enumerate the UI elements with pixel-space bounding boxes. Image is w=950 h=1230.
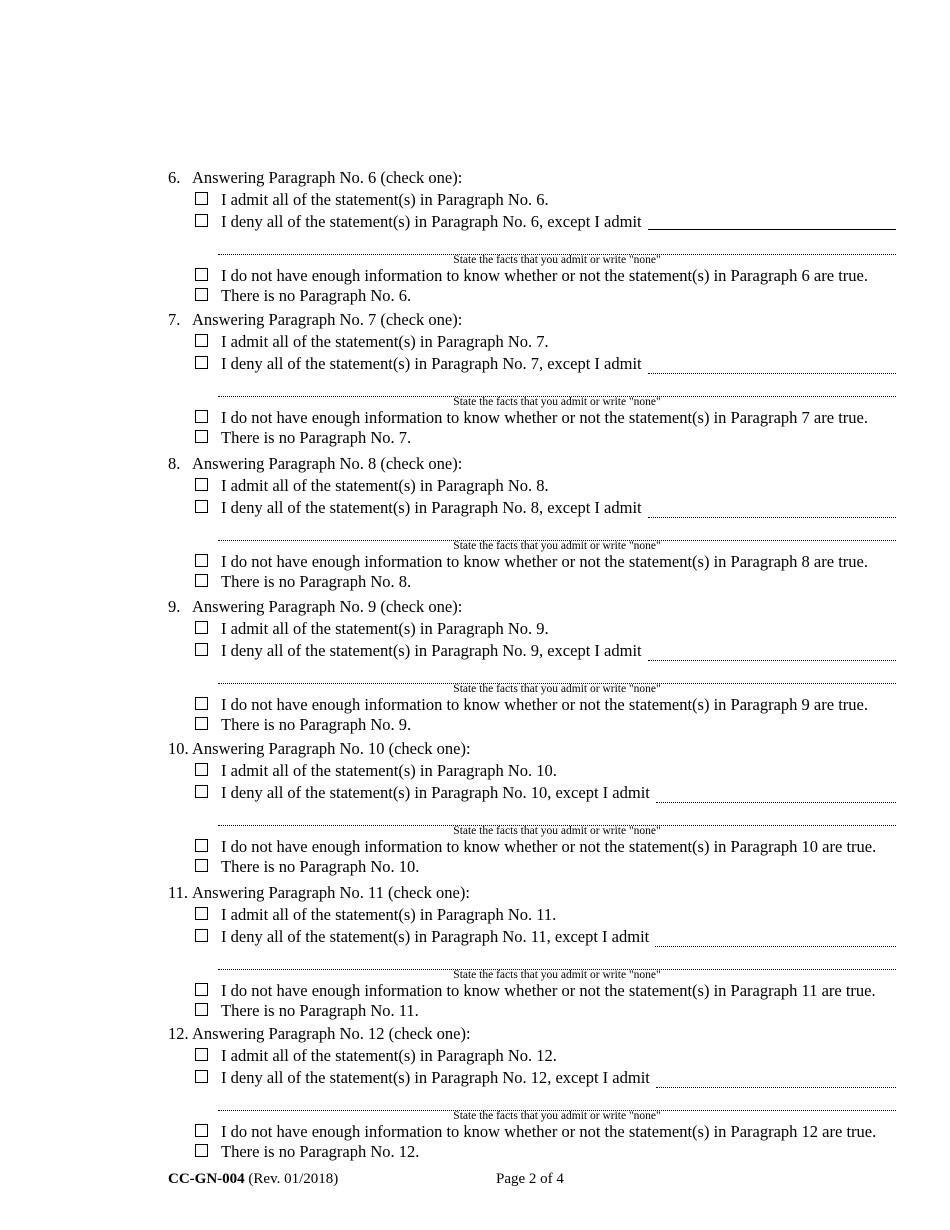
- deny-label: I deny all of the statement(s) in Paragraph No. 12, except I admit: [221, 1068, 650, 1087]
- admit-checkbox[interactable]: [195, 907, 208, 920]
- admit-label: I admit all of the statement(s) in Paragraph No. 8.: [221, 476, 549, 495]
- paragraph-section: [0, 310, 950, 453]
- paragraph-section: [0, 168, 950, 311]
- paragraph-heading-text: Answering Paragraph No. 10 (check one):: [192, 739, 471, 758]
- no-info-checkbox[interactable]: [195, 554, 208, 567]
- deny-label: I deny all of the statement(s) in Paragraph No. 10, except I admit: [221, 783, 650, 802]
- facts-caption: State the facts that you admit or write "none": [453, 540, 661, 552]
- paragraph-heading-text: Answering Paragraph No. 12 (check one):: [192, 1024, 471, 1043]
- no-info-checkbox[interactable]: [195, 839, 208, 852]
- no-paragraph-label: There is no Paragraph No. 10.: [221, 857, 420, 876]
- no-paragraph-checkbox[interactable]: [195, 430, 208, 443]
- deny-label: I deny all of the statement(s) in Paragraph No. 11, except I admit: [221, 927, 650, 946]
- page-number: Page 2 of 4: [496, 1171, 564, 1187]
- no-paragraph-checkbox[interactable]: [195, 1144, 208, 1157]
- no-paragraph-checkbox[interactable]: [195, 859, 208, 872]
- deny-checkbox[interactable]: [195, 785, 208, 798]
- admit-label: I admit all of the statement(s) in Paragraph No. 6.: [221, 190, 549, 209]
- paragraph-heading-text: Answering Paragraph No. 8 (check one):: [192, 454, 463, 473]
- no-paragraph-label: There is no Paragraph No. 8.: [221, 572, 412, 591]
- deny-checkbox[interactable]: [195, 1070, 208, 1083]
- paragraph-heading-text: Answering Paragraph No. 7 (check one):: [192, 310, 463, 329]
- no-paragraph-checkbox[interactable]: [195, 288, 208, 301]
- admitted-facts-line[interactable]: [655, 946, 896, 947]
- paragraph-section: [0, 597, 950, 740]
- paragraph-heading-text: Answering Paragraph No. 11 (check one):: [192, 883, 470, 902]
- paragraph-heading: [168, 168, 462, 188]
- deny-label: I deny all of the statement(s) in Paragraph No. 8, except I admit: [221, 498, 642, 517]
- paragraph-heading: [168, 310, 462, 330]
- paragraph-section: [0, 739, 950, 882]
- no-info-label: I do not have enough information to know whether or not the statement(s) in Paragraph 9 are true.: [221, 695, 868, 714]
- no-paragraph-label: There is no Paragraph No. 6.: [221, 286, 412, 305]
- deny-checkbox[interactable]: [195, 643, 208, 656]
- admitted-facts-line[interactable]: [656, 802, 896, 803]
- paragraph-heading-text: Answering Paragraph No. 9 (check one):: [192, 597, 463, 616]
- admit-label: I admit all of the statement(s) in Paragraph No. 7.: [221, 332, 549, 351]
- form-revision: (Rev. 01/2018): [248, 1171, 339, 1187]
- deny-checkbox[interactable]: [195, 214, 208, 227]
- no-info-label: I do not have enough information to know whether or not the statement(s) in Paragraph 11 are true.: [221, 981, 876, 1000]
- facts-caption: State the facts that you admit or write "none": [453, 825, 661, 837]
- facts-caption: State the facts that you admit or write "none": [453, 254, 661, 266]
- admitted-facts-line[interactable]: [648, 517, 896, 518]
- no-paragraph-label: There is no Paragraph No. 7.: [221, 428, 412, 447]
- admit-checkbox[interactable]: [195, 621, 208, 634]
- paragraph-number: 9.: [168, 597, 181, 616]
- no-info-checkbox[interactable]: [195, 983, 208, 996]
- no-info-checkbox[interactable]: [195, 1124, 208, 1137]
- admit-label: I admit all of the statement(s) in Paragraph No. 12.: [221, 1046, 557, 1065]
- form-id: [168, 1170, 338, 1188]
- admit-checkbox[interactable]: [195, 334, 208, 347]
- paragraph-heading: [168, 1024, 471, 1044]
- paragraph-section: [0, 883, 950, 1026]
- admitted-facts-line[interactable]: [648, 660, 896, 661]
- paragraph-number: 11.: [168, 883, 189, 902]
- no-paragraph-checkbox[interactable]: [195, 717, 208, 730]
- no-paragraph-label: There is no Paragraph No. 12.: [221, 1142, 420, 1161]
- paragraph-number: 8.: [168, 454, 181, 473]
- no-paragraph-label: There is no Paragraph No. 9.: [221, 715, 412, 734]
- deny-label: I deny all of the statement(s) in Paragraph No. 9, except I admit: [221, 641, 642, 660]
- admitted-facts-line[interactable]: [648, 229, 896, 230]
- paragraph-number: 10.: [168, 739, 189, 758]
- admit-checkbox[interactable]: [195, 1048, 208, 1061]
- no-info-label: I do not have enough information to know whether or not the statement(s) in Paragraph 10 are true.: [221, 837, 877, 856]
- admitted-facts-line[interactable]: [656, 1087, 896, 1088]
- paragraph-number: 6.: [168, 168, 181, 187]
- paragraph-number: 12.: [168, 1024, 189, 1043]
- paragraph-heading-text: Answering Paragraph No. 6 (check one):: [192, 168, 463, 187]
- no-info-label: I do not have enough information to know whether or not the statement(s) in Paragraph 7 are true.: [221, 408, 868, 427]
- paragraph-heading: [168, 739, 471, 759]
- facts-caption: State the facts that you admit or write "none": [453, 396, 661, 408]
- paragraph-number: 7.: [168, 310, 181, 329]
- paragraph-heading: [168, 597, 462, 617]
- admit-label: I admit all of the statement(s) in Paragraph No. 9.: [221, 619, 549, 638]
- facts-caption: State the facts that you admit or write "none": [453, 683, 661, 695]
- no-info-label: I do not have enough information to know whether or not the statement(s) in Paragraph 6 are true.: [221, 266, 868, 285]
- no-info-checkbox[interactable]: [195, 697, 208, 710]
- admit-checkbox[interactable]: [195, 763, 208, 776]
- deny-label: I deny all of the statement(s) in Paragraph No. 7, except I admit: [221, 354, 642, 373]
- facts-caption: State the facts that you admit or write "none": [453, 969, 661, 981]
- admit-label: I admit all of the statement(s) in Paragraph No. 11.: [221, 905, 557, 924]
- paragraph-heading: [168, 883, 470, 903]
- no-info-checkbox[interactable]: [195, 410, 208, 423]
- deny-checkbox[interactable]: [195, 356, 208, 369]
- paragraph-heading: [168, 454, 462, 474]
- admit-checkbox[interactable]: [195, 192, 208, 205]
- deny-checkbox[interactable]: [195, 929, 208, 942]
- admitted-facts-line[interactable]: [648, 373, 896, 374]
- no-paragraph-checkbox[interactable]: [195, 574, 208, 587]
- no-info-checkbox[interactable]: [195, 268, 208, 281]
- no-info-label: I do not have enough information to know whether or not the statement(s) in Paragraph 8 are true.: [221, 552, 868, 571]
- deny-checkbox[interactable]: [195, 500, 208, 513]
- admit-label: I admit all of the statement(s) in Paragraph No. 10.: [221, 761, 557, 780]
- deny-label: I deny all of the statement(s) in Paragraph No. 6, except I admit: [221, 212, 642, 231]
- form-number: CC-GN-004: [168, 1171, 245, 1187]
- no-info-label: I do not have enough information to know whether or not the statement(s) in Paragraph 12 are true.: [221, 1122, 877, 1141]
- facts-caption: State the facts that you admit or write "none": [453, 1110, 661, 1122]
- paragraph-section: [0, 1024, 950, 1167]
- paragraph-section: [0, 454, 950, 597]
- admit-checkbox[interactable]: [195, 478, 208, 491]
- no-paragraph-checkbox[interactable]: [195, 1003, 208, 1016]
- no-paragraph-label: There is no Paragraph No. 11.: [221, 1001, 419, 1020]
